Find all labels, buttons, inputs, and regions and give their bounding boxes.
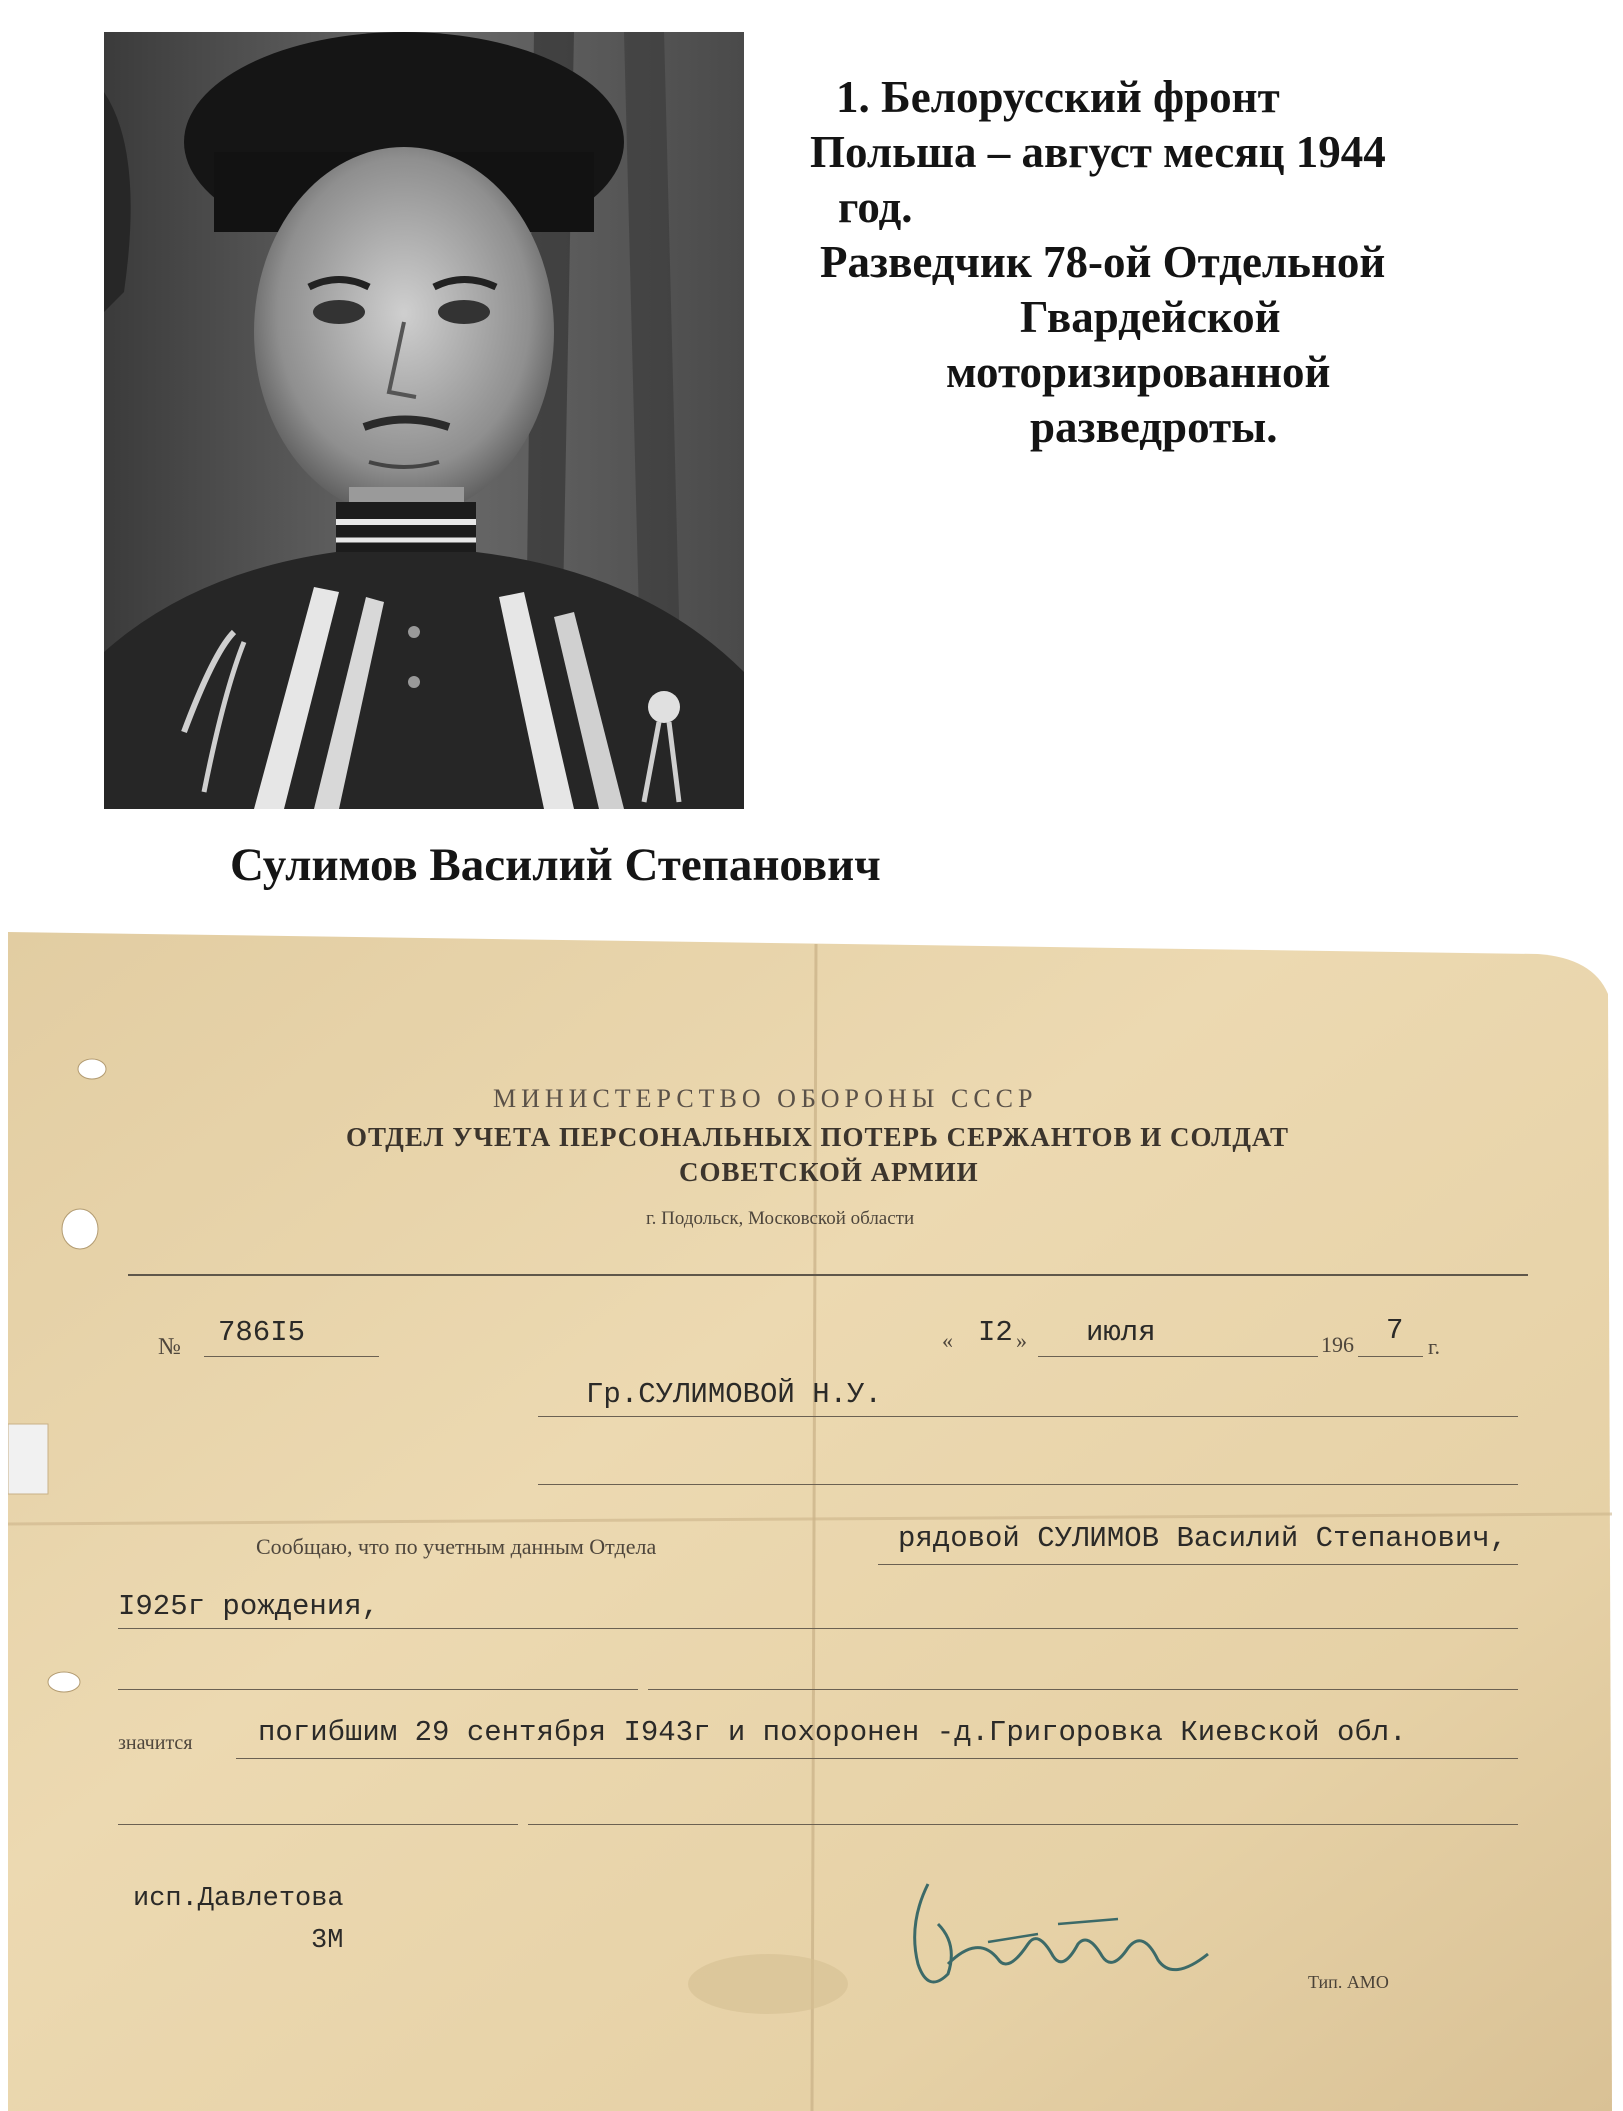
signature xyxy=(888,1864,1248,2004)
recipient-underline-1 xyxy=(538,1416,1518,1417)
caption-line-motorized: моторизированной xyxy=(946,347,1331,397)
birth-underline xyxy=(118,1628,1518,1629)
date-open-quote: « xyxy=(942,1328,953,1353)
caption-line-year: год. xyxy=(838,182,913,232)
body-intro: Сообщаю, что по учетным данным Отдела xyxy=(256,1534,657,1559)
caption-line-unit: Разведчик 78-ой Отдельной xyxy=(820,237,1386,287)
executor: исп.Давлетова xyxy=(133,1884,344,1914)
portrait-photo xyxy=(104,32,744,809)
date-year-unit: г. xyxy=(1428,1334,1441,1359)
person-underline xyxy=(878,1564,1518,1565)
printer-mark: Тип. АМО xyxy=(1308,1972,1389,1992)
caption-line-front: 1. Белорусский фронт xyxy=(836,72,1280,122)
notification-letter xyxy=(8,924,1620,2111)
blank-line-2-left xyxy=(118,1824,518,1825)
date-year-suffix: 7 xyxy=(1386,1314,1404,1347)
blank-line-left xyxy=(118,1689,638,1690)
body-person: рядовой СУЛИМОВ Василий Степанович, xyxy=(898,1522,1508,1555)
caption-line-place-date: Польша – август месяц 1944 xyxy=(810,127,1386,177)
date-month-underline xyxy=(1038,1356,1318,1357)
date-year-underline xyxy=(1358,1356,1423,1357)
city-line: г. Подольск, Московской области xyxy=(646,1208,915,1229)
photo-description xyxy=(770,70,1570,455)
army-header: СОВЕТСКОЙ АРМИИ xyxy=(679,1157,979,1187)
recipient-name: Гр.СУЛИМОВОЙ Н.У. xyxy=(586,1378,882,1411)
date-year-prefix: 196 xyxy=(1321,1332,1354,1357)
date-close-quote: » xyxy=(1016,1328,1027,1353)
body-birth: I925г рождения, xyxy=(118,1590,380,1623)
blank-line-right xyxy=(648,1689,1518,1690)
ministry-header: МИНИСТЕРСТВО ОБОРОНЫ СССР xyxy=(493,1084,1038,1113)
status-text: погибшим 29 сентября I943г и похоронен -д.Григоровка Киевской обл. xyxy=(258,1716,1407,1749)
number-label: № xyxy=(158,1334,181,1360)
header-divider xyxy=(128,1274,1528,1276)
blank-line-2-right xyxy=(528,1824,1518,1825)
caption-line-company: разведроты. xyxy=(1030,402,1278,452)
status-label: значится xyxy=(118,1732,193,1754)
recipient-underline-2 xyxy=(538,1484,1518,1485)
caption-line-guards: Гвардейской xyxy=(1020,292,1281,342)
status-underline xyxy=(236,1758,1518,1759)
number-underline xyxy=(204,1356,379,1357)
person-name-caption: Сулимов Василий Степанович xyxy=(230,839,881,891)
date-day: I2 xyxy=(978,1316,1013,1349)
executor-code: 3М xyxy=(311,1926,344,1956)
department-header: ОТДЕЛ УЧЕТА ПЕРСОНАЛЬНЫХ ПОТЕРЬ СЕРЖАНТОВ И СОЛДАТ xyxy=(346,1122,1290,1152)
portrait-image xyxy=(104,32,744,809)
date-month: июля xyxy=(1086,1316,1156,1349)
number-value: 786I5 xyxy=(218,1316,306,1349)
